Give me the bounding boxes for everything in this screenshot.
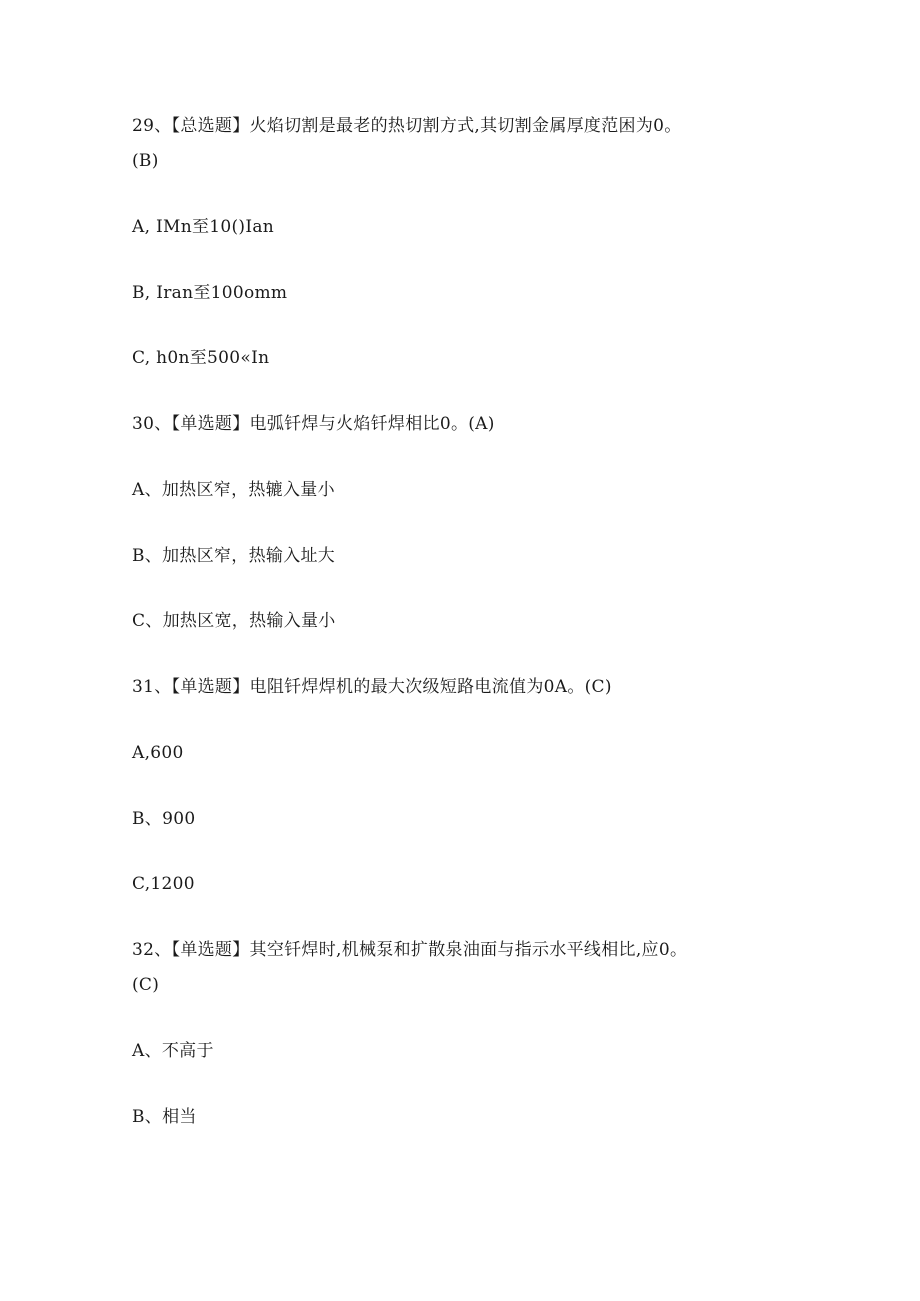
question-31-stem: 31、【单选题】电阻钎焊焊机的最大次级短路电流值为0A。(C) — [132, 677, 612, 697]
question-30-option-a: A、加热区窄，热辘入量小 — [132, 480, 335, 500]
question-31-option-c: C,1200 — [132, 874, 195, 894]
question-30-stem: 30、【单选题】电弧钎焊与火焰钎焊相比0。(A) — [132, 414, 495, 434]
question-29-option-a: A, IMn至10()Ian — [132, 217, 275, 237]
question-31-option-a: A,600 — [132, 743, 184, 763]
question-29-option-c: C, h0n至500«In — [132, 348, 270, 368]
question-29-answer: (B) — [132, 151, 159, 171]
question-32-option-a: A、不高于 — [132, 1041, 214, 1061]
question-29-option-b: B, Iran至100omm — [132, 283, 288, 303]
question-32-answer: (C) — [132, 975, 160, 995]
question-32-option-b: B、相当 — [132, 1107, 197, 1127]
question-30-option-b: B、加热区窄，热输入址大 — [132, 546, 336, 566]
question-29-stem: 29、【总选题】火焰切割是最老的热切割方式,其切割金属厚度范困为0。 — [132, 116, 682, 136]
question-31-option-b: B、900 — [132, 809, 196, 829]
question-32-stem: 32、【单选题】其空钎焊时,机械泵和扩散泉油面与指示水平线相比,应0。 — [132, 940, 688, 960]
question-30-option-c: C、加热区宽，热输入量小 — [132, 611, 336, 631]
